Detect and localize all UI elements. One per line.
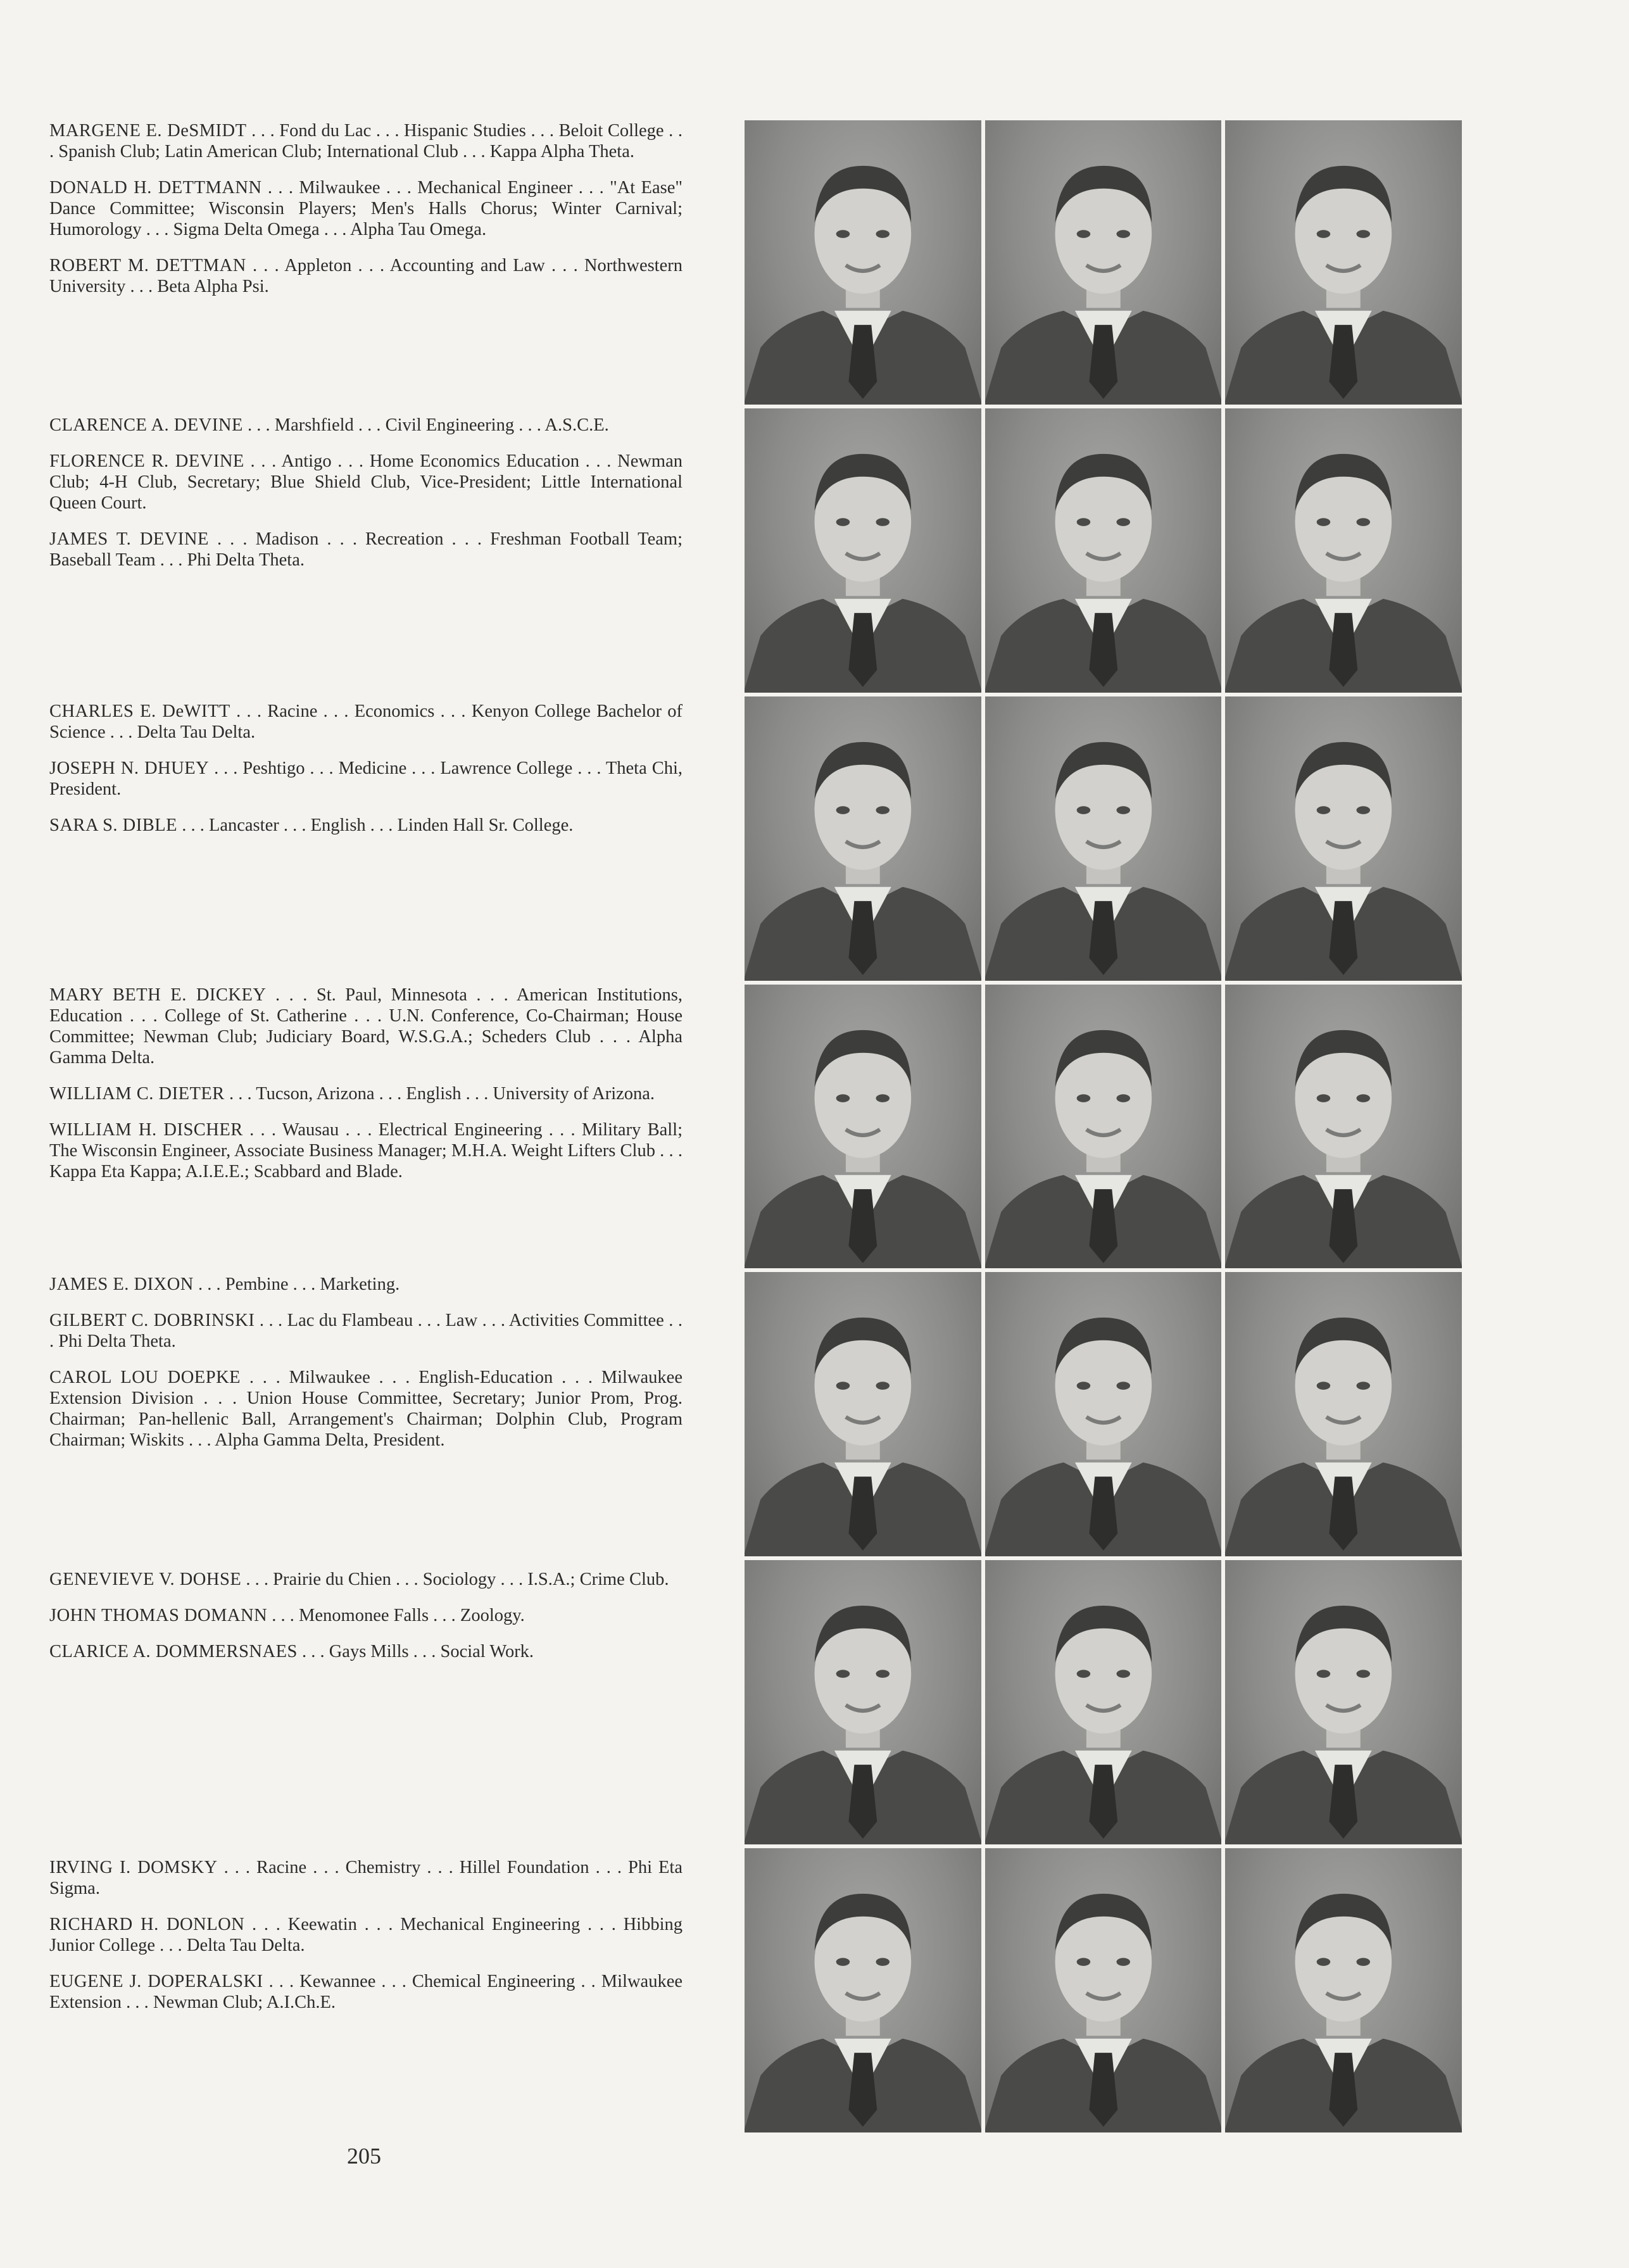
student-details: . . . Peshtigo . . . Medicine . . . Lawrence College . . . Theta Chi, President. bbox=[49, 759, 682, 799]
student-name: GENEVIEVE V. DOHSE bbox=[49, 1570, 242, 1589]
portrait-photo bbox=[985, 1560, 1222, 1844]
portrait-photo-grid bbox=[745, 120, 1462, 2133]
student-name: CLARENCE A. DEVINE bbox=[49, 415, 243, 435]
student-name: WILLIAM H. DISCHER bbox=[49, 1120, 243, 1140]
page-number: 205 bbox=[347, 2143, 381, 2169]
portrait-photo bbox=[745, 696, 981, 981]
student-details: . . . Fond du Lac . . . Hispanic Studies . . . Beloit College . . . Spanish Club; Latin American Club; International Club . . . Kappa Alpha Theta. bbox=[49, 121, 682, 161]
portrait-photo bbox=[1225, 408, 1462, 693]
entry-group bbox=[49, 415, 682, 586]
student-entry bbox=[49, 1971, 682, 2013]
student-entry bbox=[49, 1569, 682, 1590]
student-name: GILBERT C. DOBRINSKI bbox=[49, 1311, 255, 1330]
portrait-photo bbox=[985, 696, 1222, 981]
student-name: RICHARD H. DONLON bbox=[49, 1915, 245, 1934]
student-name: JOHN THOMAS DOMANN bbox=[49, 1606, 268, 1625]
portrait-photo bbox=[745, 120, 981, 405]
student-name: IRVING I. DOMSKY bbox=[49, 1858, 218, 1877]
student-name: FLORENCE R. DEVINE bbox=[49, 451, 244, 471]
entry-group bbox=[49, 120, 682, 312]
portrait-photo bbox=[1225, 985, 1462, 1269]
portrait-photo bbox=[745, 1848, 981, 2133]
portrait-photo bbox=[985, 985, 1222, 1269]
student-details: . . . Racine . . . Chemistry . . . Hillel Foundation . . . Phi Eta Sigma. bbox=[49, 1858, 683, 1898]
portrait-photo bbox=[745, 408, 981, 693]
portrait-photo bbox=[985, 1272, 1222, 1556]
student-details: . . . Madison . . . Recreation . . . Freshman Football Team; Baseball Team . . . Phi Delta Theta. bbox=[49, 529, 682, 570]
student-name: CHARLES E. DeWITT bbox=[49, 702, 230, 721]
student-details: . . . Appleton . . . Accounting and Law . . . Northwestern University . . . Beta Alpha Psi. bbox=[49, 256, 682, 296]
student-entry bbox=[49, 1274, 682, 1295]
student-name: JAMES T. DEVINE bbox=[49, 529, 209, 549]
student-entry bbox=[49, 120, 682, 162]
portrait-photo bbox=[1225, 1560, 1462, 1844]
student-details: . . . Prairie du Chien . . . Sociology . . . I.S.A.; Crime Club. bbox=[241, 1570, 669, 1589]
student-entry bbox=[49, 701, 682, 743]
student-details: . . . Lancaster . . . English . . . Linden Hall Sr. College. bbox=[177, 816, 574, 835]
portrait-photo bbox=[985, 1848, 1222, 2133]
student-entry bbox=[49, 985, 682, 1068]
student-entry bbox=[49, 415, 682, 436]
student-entry bbox=[49, 815, 682, 836]
student-details: . . . Pembine . . . Marketing. bbox=[193, 1275, 400, 1294]
student-details: . . . Lac du Flambeau . . . Law . . . Activities Committee . . . Phi Delta Theta. bbox=[49, 1311, 683, 1351]
student-details: . . . Wausau . . . Electrical Engineering . . . Military Ball; The Wisconsin Engineer, Associate Business Manager; M.H.A. Weight Lifters Club . . . Kappa Eta Kappa; A.I.E.E.; Scabbard and Blade. bbox=[49, 1120, 682, 1181]
portrait-photo bbox=[1225, 696, 1462, 981]
student-details: . . . Tucson, Arizona . . . English . . . University of Arizona. bbox=[224, 1084, 655, 1104]
student-name: MARGENE E. DeSMIDT bbox=[49, 121, 247, 141]
portrait-photo bbox=[985, 408, 1222, 693]
student-details: . . . Gays Mills . . . Social Work. bbox=[297, 1642, 534, 1661]
entry-group bbox=[49, 985, 682, 1197]
student-entry bbox=[49, 1641, 682, 1662]
student-entry bbox=[49, 1310, 682, 1352]
student-details: . . . Keewatin . . . Mechanical Engineering . . . Hibbing Junior College . . . Delta Tau Delta. bbox=[49, 1915, 682, 1955]
student-entry bbox=[49, 1914, 682, 1956]
student-name: CLARICE A. DOMMERSNAES bbox=[49, 1642, 298, 1661]
student-entry bbox=[49, 255, 682, 297]
student-name: ROBERT M. DETTMAN bbox=[49, 256, 246, 275]
student-entry bbox=[49, 1605, 682, 1626]
student-details: . . . Kewannee . . . Chemical Engineering . . Milwaukee Extension . . . Newman Club; A.I.Ch.E. bbox=[49, 1972, 682, 2012]
student-entry bbox=[49, 529, 682, 570]
entry-group bbox=[49, 1857, 682, 2028]
student-name: SARA S. DIBLE bbox=[49, 816, 178, 835]
student-details: . . . Antigo . . . Home Economics Education . . . Newman Club; 4-H Club, Secretary; Blue Shield Club, Vice-President; Little International Queen Court. bbox=[49, 451, 682, 513]
student-details: . . . St. Paul, Minnesota . . . American Institutions, Education . . . College of St. Catherine . . . U.N. Conference, Co-Chairman; House Committee; Newman Club; Judiciary Board, W.S.G.A.; Scheders Club . . . Alpha Gamma Delta. bbox=[49, 985, 682, 1068]
portrait-photo bbox=[745, 985, 981, 1269]
student-name: JAMES E. DIXON bbox=[49, 1275, 194, 1294]
entry-group bbox=[49, 1274, 682, 1466]
student-entry bbox=[49, 1119, 682, 1182]
student-entry bbox=[49, 758, 682, 800]
portrait-photo bbox=[1225, 1272, 1462, 1556]
student-entry bbox=[49, 451, 682, 513]
student-entry bbox=[49, 177, 682, 240]
student-name: CAROL LOU DOEPKE bbox=[49, 1368, 241, 1387]
portrait-photo bbox=[985, 120, 1222, 405]
student-details: . . . Racine . . . Economics . . . Kenyon College Bachelor of Science . . . Delta Tau Delta. bbox=[49, 702, 683, 742]
student-name: MARY BETH E. DICKEY bbox=[49, 985, 267, 1005]
student-name: DONALD H. DETTMANN bbox=[49, 178, 262, 198]
student-name: JOSEPH N. DHUEY bbox=[49, 759, 210, 778]
student-details: . . . Menomonee Falls . . . Zoology. bbox=[267, 1606, 525, 1625]
student-details: . . . Milwaukee . . . English-Education . . . Milwaukee Extension Division . . . Union House Committee, Secretary; Junior Prom, Prog. Chairman; Pan-hellenic Ball, Arrangement's Chairman; Dolphin Club, Program Chairman; Wiskits . . . Alpha Gamma Delta, President. bbox=[49, 1368, 682, 1450]
student-name: EUGENE J. DOPERALSKI bbox=[49, 1972, 263, 1991]
student-entry bbox=[49, 1857, 682, 1899]
student-entry bbox=[49, 1083, 682, 1104]
entry-group bbox=[49, 1569, 682, 1677]
portrait-photo bbox=[745, 1272, 981, 1556]
student-details: . . . Marshfield . . . Civil Engineering . . . A.S.C.E. bbox=[242, 415, 609, 435]
portrait-photo bbox=[1225, 120, 1462, 405]
entry-group bbox=[49, 701, 682, 851]
portrait-photo bbox=[1225, 1848, 1462, 2133]
student-details: . . . Milwaukee . . . Mechanical Engineer . . . "At Ease" Dance Committee; Wisconsin Players; Men's Halls Chorus; Winter Carnival; Humorology . . . Sigma Delta Omega . . . Alpha Tau Omega. bbox=[49, 178, 682, 239]
portrait-photo bbox=[745, 1560, 981, 1844]
student-entry bbox=[49, 1367, 682, 1451]
student-name: WILLIAM C. DIETER bbox=[49, 1084, 225, 1104]
